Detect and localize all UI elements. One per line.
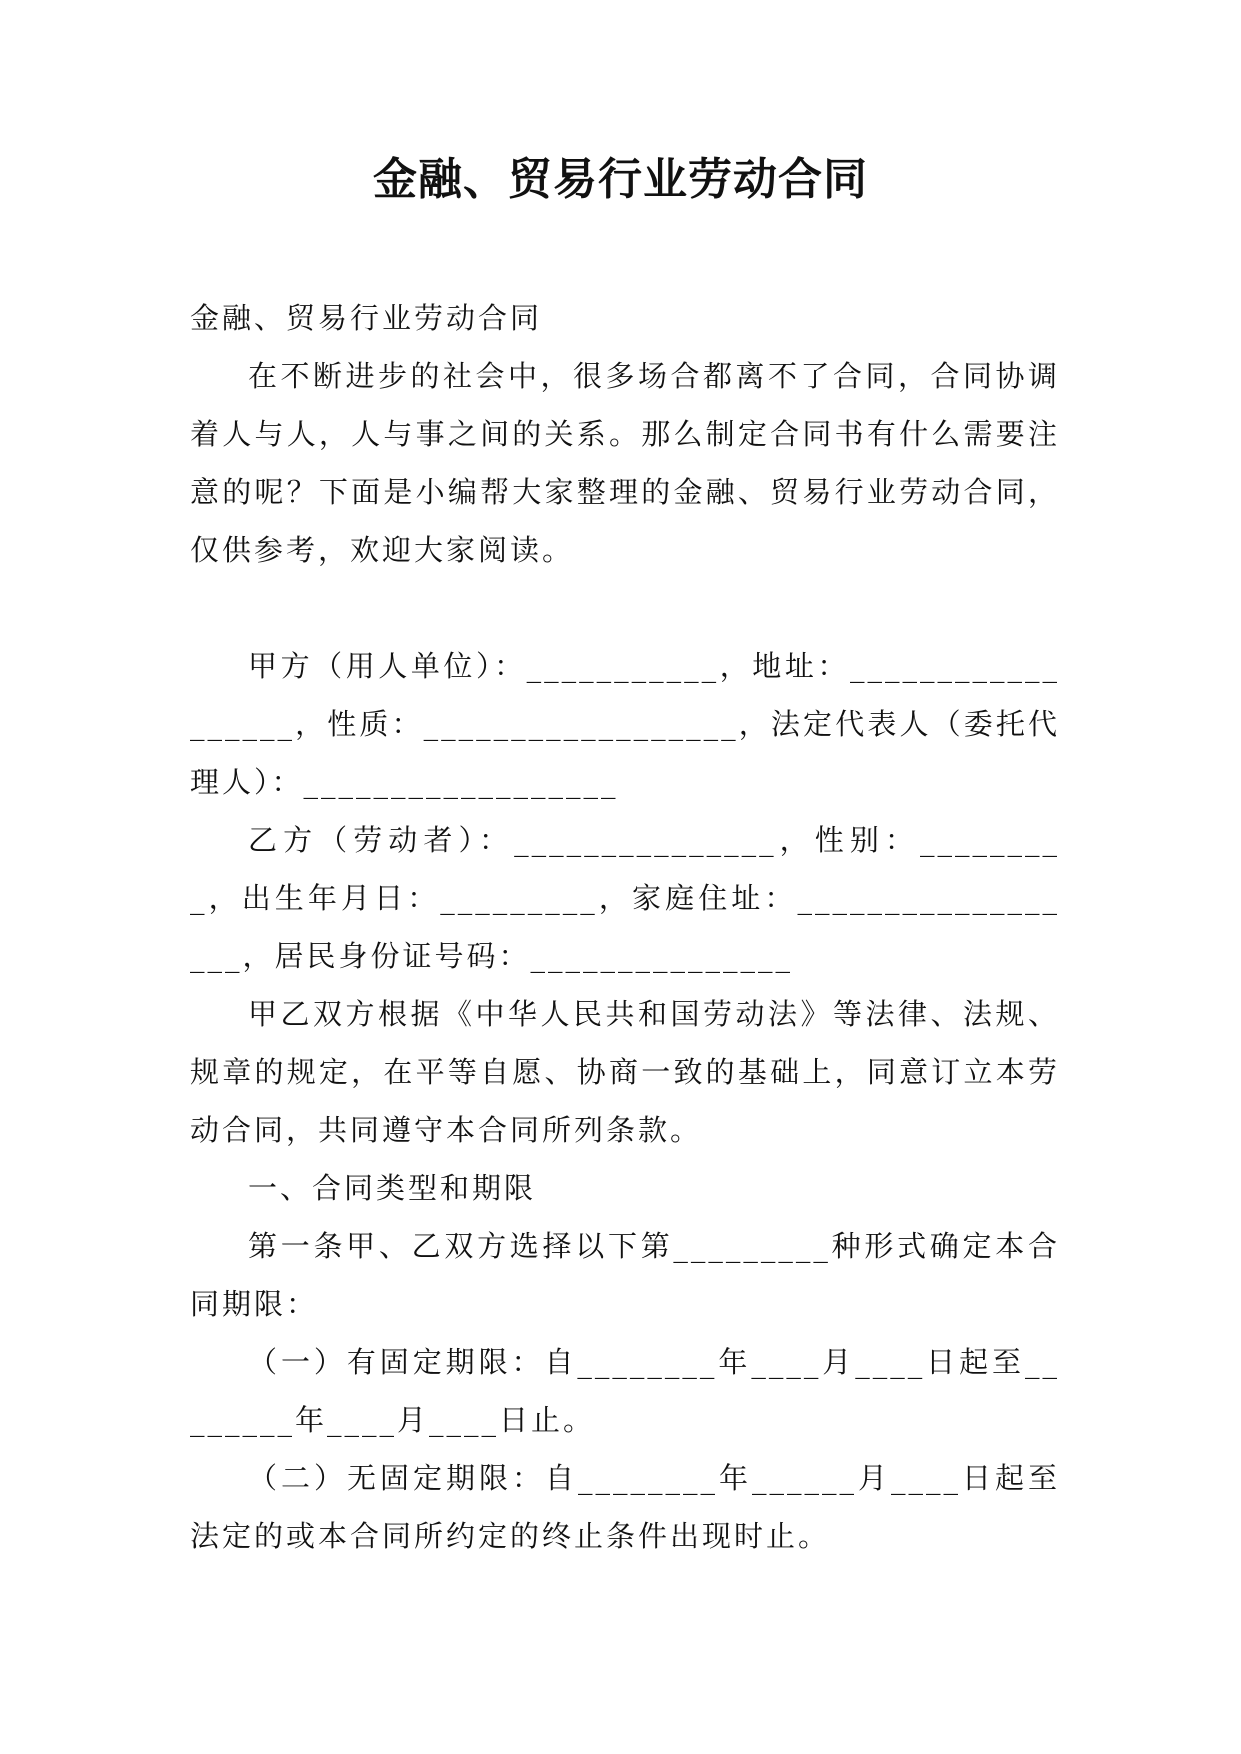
agreement-paragraph: 甲乙双方根据《中华人民共和国劳动法》等法律、法规、规章的规定，在平等自愿、协商一致的基础上，同意订立本劳动合同，共同遵守本合同所列条款。: [190, 997, 1060, 1147]
document-title: 金融、贸易行业劳动合同: [373, 154, 868, 205]
fixed-term-paragraph: （一）有固定期限：自________年____月____日起至________年____月____日止。: [190, 1345, 1060, 1437]
article-1-paragraph: 第一条甲、乙双方选择以下第_________种形式确定本合同期限：: [190, 1229, 1060, 1321]
open-term-paragraph: （二）无固定期限：自________年______月____日起至法定的或本合同所约定的终止条件出现时止。: [190, 1461, 1060, 1553]
document-subtitle: 金融、贸易行业劳动合同: [190, 301, 543, 335]
paragraph-spacer: [190, 579, 1060, 637]
party-a-paragraph: 甲方（用人单位）：___________，地址：__________________，性质：__________________，法定代表人（委托代理人）：__________________: [190, 649, 1060, 799]
intro-paragraph: 在不断进步的社会中，很多场合都离不了合同，合同协调着人与人，人与事之间的关系。那么制定合同书有什么需要注意的呢？下面是小编帮大家整理的金融、贸易行业劳动合同，仅供参考，欢迎大家阅读。: [190, 359, 1060, 567]
section-heading: 一、合同类型和期限: [248, 1171, 537, 1205]
party-b-paragraph: 乙方（劳动者）：_______________，性别：_________，出生年月日：_________，家庭住址：__________________，居民身份证号码：_______________: [190, 823, 1060, 973]
document-body: [190, 289, 1060, 1565]
